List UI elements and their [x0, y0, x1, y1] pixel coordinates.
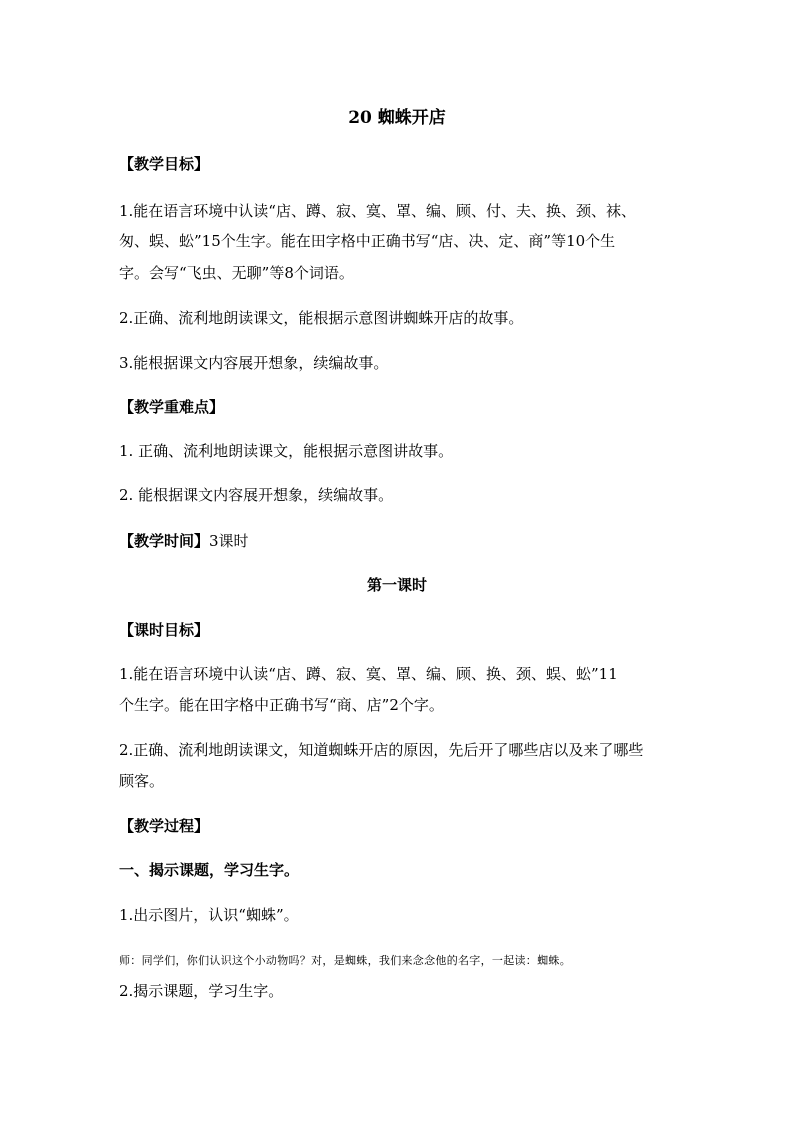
teaching-time-label: 【教学时间】 [119, 532, 210, 550]
step-1-item-2: 2.揭示课题，学习生字。 [119, 982, 284, 1000]
key-point-2: 2. 能根据课文内容展开想象，续编故事。 [119, 486, 394, 504]
step-1-heading: 一、揭示课题，学习生字。 [119, 861, 300, 879]
key-points-heading: 【教学重难点】 [119, 398, 225, 416]
goal-1-line-2: 匆、蜈、蚣”15个生字。能在田字格中正确书写“店、决、定、商”等10个生 [119, 232, 616, 250]
lesson-goal-1-line-2: 个生字。能在田字格中正确书写“商、店”2个字。 [119, 696, 444, 714]
goal-3: 3.能根据课文内容展开想象，续编故事。 [119, 354, 389, 372]
key-point-1: 1. 正确、流利地朗读课文，能根据示意图讲故事。 [119, 442, 454, 460]
step-1-item-1: 1.出示图片，认识“蜘蛛”。 [119, 906, 299, 924]
lesson-1-heading: 第一课时 [366, 576, 427, 594]
goal-1-line-1: 1.能在语言环境中认读“店、蹲、寂、寞、罩、编、顾、付、夫、换、颈、袜、 [119, 202, 636, 220]
goal-2: 2.正确、流利地朗读课文，能根据示意图讲蜘蛛开店的故事。 [119, 309, 524, 327]
goal-1-line-3: 字。会写“飞虫、无聊”等8个词语。 [119, 264, 354, 282]
lesson-goal-2-line-2: 顾客。 [119, 772, 165, 790]
teaching-process-heading: 【教学过程】 [119, 817, 210, 835]
lesson-goal-2-line-1: 2.正确、流利地朗读课文，知道蜘蛛开店的原因，先后开了哪些店以及来了哪些 [119, 741, 644, 759]
teaching-goals-heading: 【教学目标】 [119, 155, 210, 173]
teaching-time [119, 533, 679, 549]
document-title: 20 蜘蛛开店 [348, 108, 446, 128]
teacher-line: 师：同学们，你们认识这个小动物吗？对，是蜘蛛，我们来念念他的名字，一起读：蜘蛛。 [119, 954, 571, 967]
lesson-goals-heading: 【课时目标】 [119, 621, 210, 639]
lesson-goal-1-line-1: 1.能在语言环境中认读“店、蹲、寂、寞、罩、编、顾、换、颈、蜈、蚣”11 [119, 665, 618, 683]
teaching-time-value: 3课时 [209, 532, 249, 550]
